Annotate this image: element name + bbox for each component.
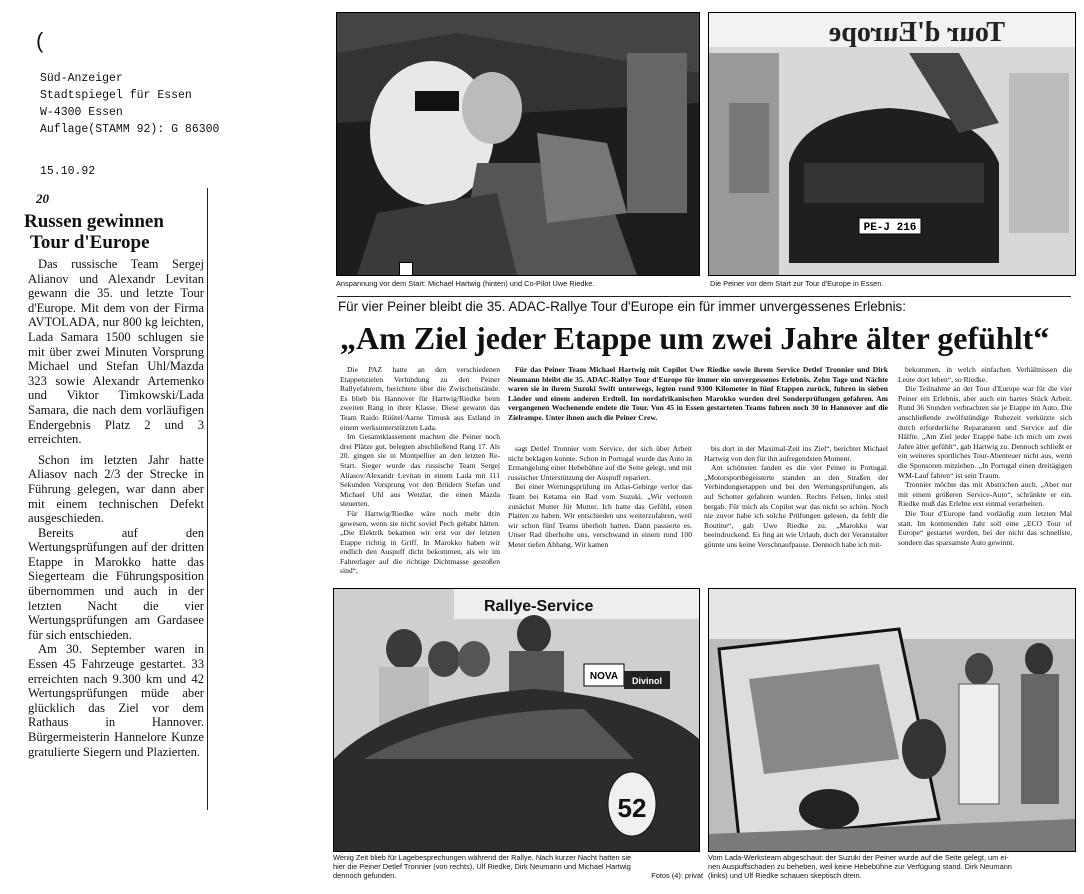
left-article [24, 212, 204, 759]
caption-bottom-left [333, 853, 703, 880]
article-lead: Für das Peiner Team Michael Hartwig mit Copilot Uwe Riedke sowie ihrem Service Detlef Tronnier und Dirk Neumann bleibt die 35. ADAC-Rallye Tour d'Europe für immer ein unvergessenes Erlebnis. Zehn Tage und Nächte waren sie in ihrem Suzuki Swift unterwegs, legten rund 9300 Kilometer in fünf Etappen zurück, fuhren in sieben Länder und einem anderen Erdteil. Im nordafrikanischen Marokko wurden drei Sonderprüfungen gefahren. Am vergangenen Wochenende endete die Tour. Von 45 in Essen gestarteten Teams fuhren noch 30 in Hannover auf die Zielrampe. Unter ihnen auch die Peiner Crew. [508, 365, 888, 422]
kicker-rule [337, 296, 1071, 297]
meta-edition: Stadtspiegel für Essen [40, 89, 192, 102]
margin-bracket: ( [36, 28, 44, 53]
license-plate: PE-J 216 [863, 222, 917, 234]
caption-bottom-left-line [333, 871, 703, 880]
meta-circulation: Auflage(STAMM 92): G 86300 [40, 123, 220, 136]
rallye-service-banner: Rallye-Service [484, 598, 594, 615]
caption-top-left: Anspannung vor dem Start: Michael Hartwig (hinten) und Co-Pilot Uwe Riedke. [336, 279, 595, 288]
left-headline-2: Tour d'Europe [30, 232, 150, 253]
article-paragraph: Bei einer Wertungsprüfung im Atlas-Gebirge verlor das Team bei Ketama ein Rad vom Suzuki. „Wir verloren zunächst Mutter für Mutter. Ich hatte das Gefühl, einen Platten zu haben. Wir entschieden uns weiterzufahren, weil wir schon fünf Teams überholt hatten. Dann passierte es. Unser Rad überholte uns, verschwand in einem rund 100 Meter tiefen Abhang. Wir kamen [508, 482, 692, 549]
article-column-2 [508, 444, 692, 582]
article-column-1 [340, 365, 500, 581]
meta-city: W-4300 Essen [40, 106, 123, 119]
article-paragraph: Am schönsten fanden es die vier Peiner in Portugal. „Motorsportbegeisterte standen an den Straßen der Verbindungsetappen und bei den Wertungsprüfungen, als auf Schotter gefahren wurden. Rechts Felsen, links steil bergab. Für mich als Copilot war das nicht so schön. Noch nie zuvor habe ich solche Prüfungen gelesen, da fehlt die Routine“, gab Uwe Riedke zu. „Marokko war beeindruckend. Es fing an wie Urlaub, doch der Veranstalter gönnte uns keine Verschnaufpause. Dennoch habe ich mit- [704, 463, 888, 549]
caption-bottom-right-line: nen Auspuffschaden zu beheben, weil keine Hebebühne zur Verfügung stand. Dirk Neumann [708, 862, 1012, 871]
caption-bottom-right-line: (links) und Ulf Riedke schauen skeptisch drein. [708, 871, 862, 880]
meta-block [40, 70, 219, 138]
caption-bottom-left-line: hier die Peiner Detlef Tronnier (von rechts), Ulf Riedke, Dirk Neumann und Michael Hartwig [333, 862, 631, 871]
article-paragraph: Die Teilnahme an der Tour d'Europe war für die vier Peiner ein Erlebnis, aber auch ein hartes Stück Arbeit. Rund 36 Stunden verbrachten sie je Etappe im Auto. Die anschließende zwölfstündige Ruhezeit verkürzte sich durch erforderliche Reparaturen und Service auf die Hälfte. „Am Ziel jeder Etappe habe ich mich um zwei Jahre älter gefühlt“, gab Hartwig zu. Dennoch schließt er ein weiteres sportliches Tour-Abenteuer nicht aus, wenn die Sponsoren mitziehen. „In Portugal einen dreitägigen WM-Lauf fahren“ ist sein Traum. [898, 384, 1072, 480]
photo-credit: Fotos (4): privat [651, 871, 703, 880]
photo-suzuki-on-side [708, 588, 1076, 852]
article-paragraph: bekommen, in welch einfachen Verhältnissen die Leute dort leben“, so Riedke. [898, 365, 1072, 384]
banner-text: Tour d'Europe [828, 17, 1005, 48]
sign-nova: NOVA [589, 671, 619, 682]
photo-suzuki-on-side-image [709, 589, 1075, 851]
caption-bottom-left-line: Wenig Zeit blieb für Lagebesprechungen während der Rallye. Nach kurzer Nacht hatten sie [333, 853, 632, 862]
kicker: Für vier Peiner bleibt die 35. ADAC-Rallye Tour d'Europe ein für immer unvergessenes Erlebnis: [338, 299, 906, 314]
photo-car-start [708, 12, 1076, 276]
article-paragraph: Im Gesamtklassement machten die Peiner noch drei Plätze gut, belegten abschließend Rang 17. Als 20. gingen sie in Montpellier an den letzten Re-Start. Sieger wurde das russische Team Sergej Aliasov/Alexandr Levitan in einem Lada mit 111 Sekunden Vorsprung vor den Brüdern Stefan und Michael Uhl aus Wetzlar, die einen Mazda steuerten. [340, 432, 500, 509]
left-article-border [207, 188, 208, 810]
car-number: 52 [617, 793, 647, 823]
sign-divinol: Divinol [631, 676, 663, 686]
article-column-2-top [508, 365, 888, 441]
left-paragraph: Am 30. September waren in Essen 45 Fahrzeuge gestartet. 33 erreichten nach 9.300 km und 42 Wertungsprüfungen müde aber glücklich das Ziel vor dem Rathaus in Hannover. Bürgermeisterin Hannelore Kunze gratulierte Siegern und Plazierten. [28, 642, 204, 759]
left-headline-1: Russen gewinnen [24, 211, 164, 232]
caption-bottom-left-end: dennoch gefunden. [333, 871, 397, 880]
caption-top-right: Die Peiner vor dem Start zur Tour d'Europe in Essen. [710, 279, 884, 288]
left-paragraph: Bereits auf den Wertungsprüfungen auf der dritten Etappe in Marokko hatte das Siegerteam die Führungsposition übernommen und auch in der letzten Nacht die vier Wertungsprüfungen am Gardasee für sich entschieden. [28, 525, 204, 642]
left-article-body [28, 257, 204, 759]
article-column-3 [704, 444, 888, 582]
article-column-4 [898, 365, 1072, 581]
caption-bottom-right [708, 853, 1080, 880]
left-paragraph: Das russische Team Sergej Alianov und Alexandr Levitan gewann die 35. und letzte Tour d'Europe. Mit dem von der Firma AVTOLADA, nur 800 kg leichten, Lada Samara 1500 schlugen sie mit über zwei Minuten Vorsprung Michael und Stefan Uhl/Mazda 323 sowie Alexandr Artemenko und Viktor Timkowski/Lada Samara, die nach dem vorläufigen Endergebnis Platz 2 und 3 erreichten. [28, 257, 204, 447]
article-paragraph: sagt Detlef Tronnier vom Service, der sich über Arbeit nicht beklagen konnte. Schon in Portugal wurde das Auto in Ermangelung einer Hebebühne auf die Seite gelegt, und mit russischer Unterstützung der Auspuff repariert. [508, 444, 692, 482]
article-paragraph: Tronnier möchte das mit Abstrichen auch. „Aber nur mit einem größeren Service-Auto“, schränkte er ein. Riedke muß das Erlebte erst einmal verarbeiten. [898, 480, 1072, 509]
photo-rallye-service [333, 588, 700, 852]
photo-rallye-service-image [334, 589, 699, 851]
caption-marker-box [399, 262, 413, 276]
article-paragraph: Die PAZ hatte an den verschiedenen Etappenzielen Verbindung zu den Peiner Rallyefahrern, berichtete über die Zwischenstände. Es blieb bis Hannover für Hartwig/Riedke beim zweiten Rang in ihrer Klasse. Diese gewann das Team Raido Rüütel/Aarne Timusk aus Estland in einem werksunterstützten Lada. [340, 365, 500, 432]
handwritten-mark: 20 [36, 191, 49, 206]
article-paragraph: Für Hartwig/Riedke wäre noch mehr drin gewesen, wenn sie nicht soviel Pech gehabt hätten. „Die Elektrik bekamen wir erst vor der letzten Etappe richtig in Griff. In Marokko haben wir endlich den Auspuff dicht bekommen, als wir im Fahrerlager auf die richtige Dichtmasse gestoßen sind“, [340, 508, 500, 576]
article-paragraph: Die Tour d'Europe fand vorläufig zum letzten Mal statt. Im kommenden Jahr soll eine „ECO Tour of Europe“ gestartet werden, bei der nicht das schnellste, sondern das sparsamste Auto gewinnt. [898, 508, 1072, 547]
photo-car-start-image [709, 13, 1075, 275]
caption-bottom-right-line: Vom Lada-Werksteam abgeschaut: der Suzuki der Peiner wurde auf die Seite gelegt, um ei- [708, 853, 1009, 862]
main-headline: „Am Ziel jeder Etappe um zwei Jahre älter gefühlt“ [340, 320, 1050, 356]
photo-driver-helmet [336, 12, 700, 276]
article-paragraph: bis dort in der Maximal-Zeit ins Ziel“, berichtet Michael Hartwig von den für ihn aufregendsten Moment. [704, 444, 888, 463]
meta-publisher: Süd-Anzeiger [40, 72, 123, 85]
photo-driver-helmet-image [337, 13, 699, 275]
meta-date: 15.10.92 [40, 165, 96, 178]
left-paragraph: Schon im letzten Jahr hatte Aliasov nach 2/3 der Strecke in Führung gelegen, war dann aber mit einem technischen Defekt ausgeschieden. [28, 452, 204, 526]
